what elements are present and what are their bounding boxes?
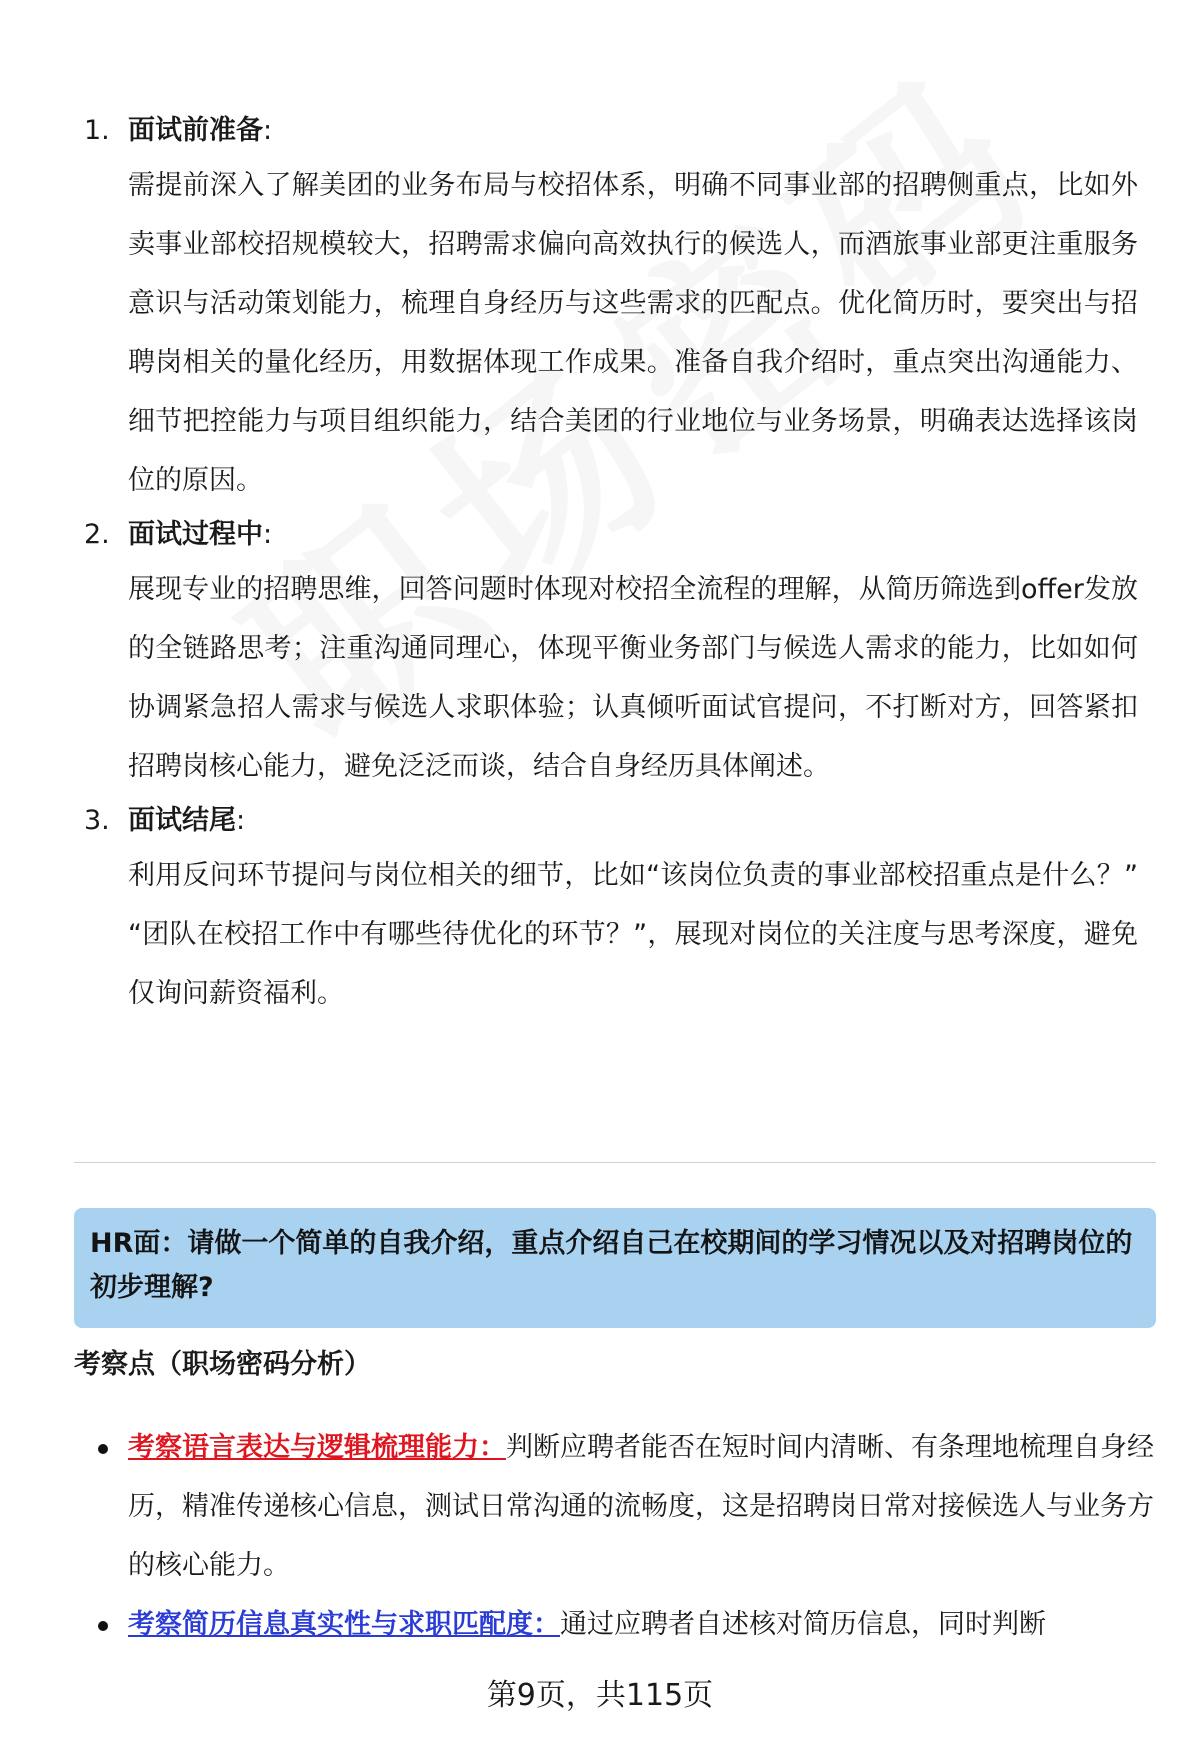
interview-steps-list bbox=[84, 106, 1150, 1023]
assessment-points-list bbox=[84, 1418, 1156, 1654]
step-body: 展现专业的招聘思维，回答问题时体现对校招全流程的理解，从简历筛选到offer发放的全链路思考；注重沟通同理心，体现平衡业务部门与候选人需求的能力，比如如何协调紧急招人需求与候选人求职体验；认真倾听面试官提问，不打断对方，回答紧扣招聘岗核心能力，避免泛泛而谈，结合自身经历具体阐述。 bbox=[128, 574, 1138, 782]
interview-question-box bbox=[74, 1208, 1156, 1328]
point-title: 考察语言表达与逻辑梳理能力： bbox=[128, 1432, 506, 1463]
assessment-point bbox=[84, 1595, 1156, 1654]
step-body: 利用反问环节提问与岗位相关的细节，比如“该岗位负责的事业部校招重点是什么？” “团队在校招工作中有哪些待优化的环节？”，展现对岗位的关注度与思考深度，避免仅询问薪资福利。 bbox=[128, 860, 1138, 1009]
page-number-footer: 第9页，共115页 bbox=[486, 1678, 714, 1713]
point-body: 判断应聘者能否在短时间内清晰、有条理地梳理自身经历，精准传递核心信息，测试日常沟通的流畅度，这是招聘岗日常对接候选人与业务方的核心能力。 bbox=[128, 1432, 1154, 1581]
step-number: 3. bbox=[84, 805, 110, 836]
step-item bbox=[84, 796, 1150, 1023]
step-title: 面试结尾: bbox=[128, 805, 246, 836]
step-number: 2. bbox=[84, 519, 110, 550]
step-title: 面试前准备: bbox=[128, 115, 273, 146]
question-text: HR面：请做一个简单的自我介绍，重点介绍自己在校期间的学习情况以及对招聘岗位的初步理解? bbox=[90, 1228, 1133, 1303]
step-heading bbox=[84, 510, 1150, 560]
step-item bbox=[84, 510, 1150, 796]
point-title: 考察简历信息真实性与求职匹配度： bbox=[128, 1609, 560, 1640]
step-heading bbox=[84, 106, 1150, 156]
step-number: 1. bbox=[84, 115, 110, 146]
assessment-point bbox=[84, 1418, 1156, 1595]
step-heading bbox=[84, 796, 1150, 846]
point-body: 通过应聘者自述核对简历信息，同时判断 bbox=[560, 1609, 1046, 1640]
bullet-icon bbox=[98, 1621, 108, 1631]
section-divider bbox=[74, 1162, 1156, 1163]
bullet-icon bbox=[98, 1444, 108, 1454]
step-body: 需提前深入了解美团的业务布局与校招体系，明确不同事业部的招聘侧重点，比如外卖事业部校招规模较大，招聘需求偏向高效执行的候选人，而酒旅事业部更注重服务意识与活动策划能力，梳理自身经历与这些需求的匹配点。优化简历时，要突出与招聘岗相关的量化经历，用数据体现工作成果。准备自我介绍时，重点突出沟通能力、细节把控能力与项目组织能力，结合美团的行业地位与业务场景，明确表达选择该岗位的原因。 bbox=[128, 170, 1138, 496]
section-heading: 考察点（职场密码分析） bbox=[74, 1349, 371, 1380]
step-item bbox=[84, 106, 1150, 510]
step-title: 面试过程中: bbox=[128, 519, 273, 550]
